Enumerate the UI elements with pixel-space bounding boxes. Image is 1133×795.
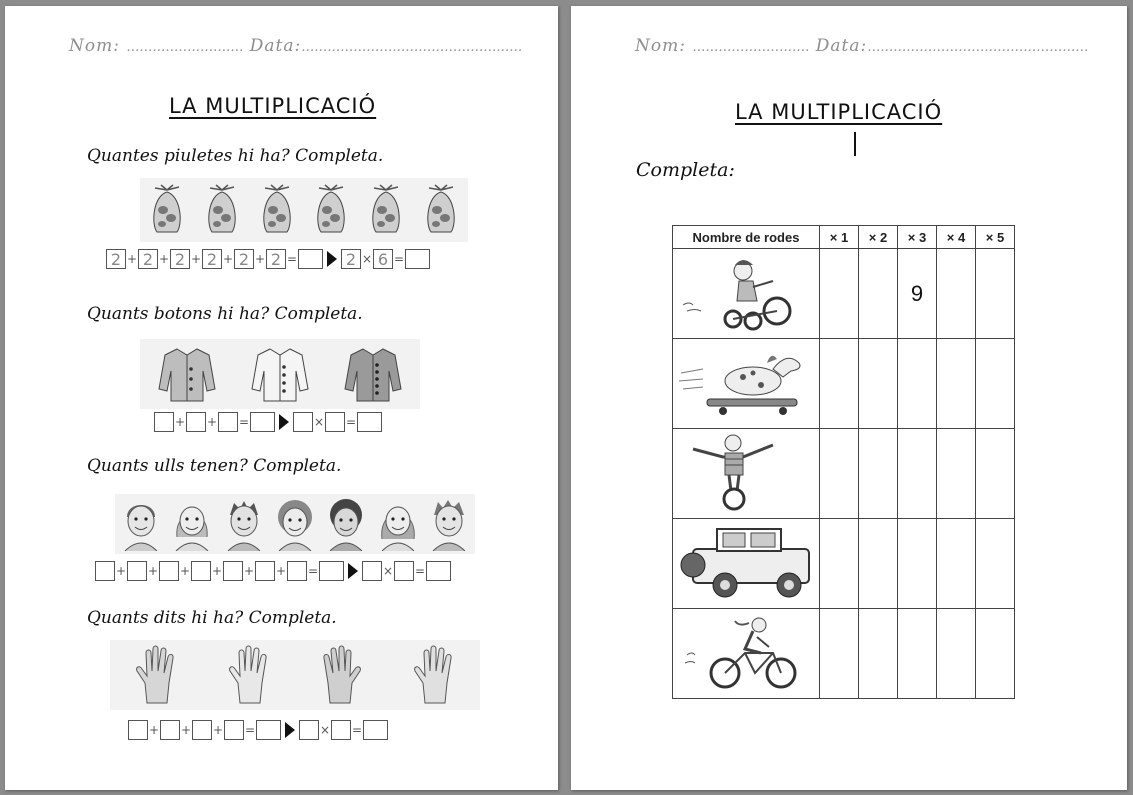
addend-box[interactable] [287, 561, 307, 581]
table-cell[interactable] [937, 249, 976, 339]
face-icon [275, 497, 315, 551]
plus-sign: + [275, 564, 287, 578]
bag-icon [147, 184, 187, 236]
equals-sign: = [393, 252, 405, 266]
times-sign: × [361, 252, 373, 266]
table-cell[interactable] [976, 609, 1015, 699]
factor-b-box[interactable] [331, 720, 351, 740]
times-sign: × [382, 564, 394, 578]
hand-icon [411, 645, 457, 705]
table-cell[interactable] [937, 519, 976, 609]
question-4-text: Quants dits hi ha? Completa. [87, 608, 337, 628]
table-cell[interactable] [820, 609, 859, 699]
factor-a-box[interactable]: 2 [341, 249, 361, 269]
plus-sign: + [115, 564, 127, 578]
plus-sign: + [158, 252, 170, 266]
table-row [673, 339, 1015, 429]
table-cell[interactable] [820, 249, 859, 339]
face-icon [121, 497, 161, 551]
jacket-icon [250, 345, 310, 403]
factor-b-box[interactable]: 6 [373, 249, 393, 269]
addend-box[interactable] [186, 412, 206, 432]
plus-sign: + [212, 723, 224, 737]
equals-sign: = [286, 252, 298, 266]
arrow-right-icon [279, 414, 289, 430]
addend-box[interactable] [127, 561, 147, 581]
question-1-text: Quantes piuletes hi ha? Completa. [87, 146, 384, 166]
product-box[interactable] [363, 720, 388, 740]
addend-box[interactable]: 2 [106, 249, 126, 269]
table-cell[interactable] [820, 339, 859, 429]
equals-sign: = [351, 723, 363, 737]
addend-box[interactable] [159, 561, 179, 581]
question-2-text: Quants botons hi ha? Completa. [87, 304, 363, 324]
table-cell[interactable] [976, 519, 1015, 609]
column-header-x2: × 2 [859, 226, 898, 249]
plus-sign: + [254, 252, 266, 266]
skateboard-icon [673, 339, 819, 423]
jacket-icon [157, 345, 217, 403]
face-icon [172, 497, 212, 551]
face-icon [378, 497, 418, 551]
row-picture-cell [673, 609, 820, 699]
bag-icon [421, 184, 461, 236]
question-2-equation [154, 410, 382, 434]
table-cell[interactable] [859, 519, 898, 609]
worksheet-page-2 [571, 6, 1127, 790]
sum-box[interactable] [319, 561, 344, 581]
addend-box[interactable] [224, 720, 244, 740]
page-title: LA MULTIPLICACIÓ [169, 94, 377, 118]
column-header-x5: × 5 [976, 226, 1015, 249]
plus-sign: + [206, 415, 218, 429]
jeep-icon [673, 519, 819, 603]
plus-sign: + [179, 564, 191, 578]
table-cell[interactable] [859, 609, 898, 699]
arrow-right-icon [327, 251, 337, 267]
equals-sign: = [238, 415, 250, 429]
data-label: Data: [815, 36, 868, 56]
table-cell[interactable] [859, 339, 898, 429]
column-header-wheels: Nombre de rodes [673, 226, 820, 249]
addend-box[interactable]: 2 [266, 249, 286, 269]
addend-box[interactable] [128, 720, 148, 740]
times-sign: × [313, 415, 325, 429]
row-picture-cell [673, 249, 820, 339]
column-header-x3: × 3 [898, 226, 937, 249]
factor-a-box[interactable] [293, 412, 313, 432]
factor-a-box[interactable] [299, 720, 319, 740]
arrow-right-icon [348, 563, 358, 579]
question-1-equation [106, 247, 430, 271]
product-box[interactable] [405, 249, 430, 269]
addend-box[interactable] [154, 412, 174, 432]
question-3-equation [95, 559, 451, 583]
question-2-pictures [140, 339, 420, 409]
jacket-icon [343, 345, 403, 403]
column-header-x4: × 4 [937, 226, 976, 249]
arrow-right-icon [285, 722, 295, 738]
plus-sign: + [180, 723, 192, 737]
plus-sign: + [148, 723, 160, 737]
sum-box[interactable] [250, 412, 275, 432]
addend-box[interactable] [192, 720, 212, 740]
nom-label: Nom: [69, 36, 120, 56]
addend-box[interactable]: 2 [234, 249, 254, 269]
equals-sign: = [307, 564, 319, 578]
plus-sign: + [174, 415, 186, 429]
plus-sign: + [243, 564, 255, 578]
hand-icon [133, 645, 179, 705]
addend-box[interactable] [95, 561, 115, 581]
bag-icon [257, 184, 297, 236]
table-row [673, 249, 1015, 339]
addend-box[interactable] [223, 561, 243, 581]
table-cell[interactable] [820, 519, 859, 609]
table-cell[interactable] [898, 609, 937, 699]
plus-sign: + [211, 564, 223, 578]
factor-a-box[interactable] [362, 561, 382, 581]
product-box[interactable] [426, 561, 451, 581]
equals-sign: = [244, 723, 256, 737]
table-cell[interactable] [820, 429, 859, 519]
nom-field[interactable]: ……………………… [126, 40, 244, 55]
worksheet-page-1 [5, 6, 558, 790]
row-picture-cell [673, 429, 820, 519]
header-line [69, 36, 522, 56]
table-row [673, 429, 1015, 519]
text-cursor [854, 132, 856, 156]
addend-box[interactable] [218, 412, 238, 432]
wheels-table [672, 225, 1015, 699]
addend-box[interactable] [160, 720, 180, 740]
table-header-row [673, 226, 1015, 249]
row-picture-cell [673, 339, 820, 429]
table-cell[interactable] [859, 429, 898, 519]
question-4-equation [128, 718, 388, 742]
table-row [673, 609, 1015, 699]
table-cell[interactable] [976, 249, 1015, 339]
bag-icon [311, 184, 351, 236]
bicycle-icon [673, 609, 819, 693]
header-line [635, 36, 1088, 56]
question-3-pictures [115, 494, 475, 554]
row-picture-cell [673, 519, 820, 609]
data-field[interactable]: …………………………………………… [301, 40, 523, 55]
sum-box[interactable] [256, 720, 281, 740]
nom-label: Nom: [635, 36, 686, 56]
nom-field[interactable]: ……………………… [692, 40, 810, 55]
times-sign: × [319, 723, 331, 737]
table-row [673, 519, 1015, 609]
table-cell[interactable] [859, 249, 898, 339]
plus-sign: + [126, 252, 138, 266]
addend-box[interactable]: 2 [170, 249, 190, 269]
plus-sign: + [222, 252, 234, 266]
addend-box[interactable]: 2 [202, 249, 222, 269]
factor-b-box[interactable] [325, 412, 345, 432]
question-3-text: Quants ulls tenen? Completa. [87, 456, 342, 476]
tricycle-icon [673, 249, 819, 333]
table-cell[interactable] [898, 429, 937, 519]
face-icon [429, 497, 469, 551]
sum-box[interactable] [298, 249, 323, 269]
face-icon [326, 497, 366, 551]
table-cell[interactable] [898, 339, 937, 429]
plus-sign: + [190, 252, 202, 266]
product-box[interactable] [357, 412, 382, 432]
page-title: LA MULTIPLICACIÓ [735, 100, 943, 124]
equals-sign: = [414, 564, 426, 578]
table-cell[interactable] [898, 519, 937, 609]
hand-icon [226, 645, 272, 705]
factor-b-box[interactable] [394, 561, 414, 581]
face-icon [224, 497, 264, 551]
question-1-pictures [140, 178, 468, 242]
data-field[interactable]: …………………………………………… [867, 40, 1089, 55]
instruction-text: Completa: [636, 159, 735, 181]
table-cell[interactable] [976, 429, 1015, 519]
table-cell[interactable] [937, 429, 976, 519]
addend-box[interactable] [255, 561, 275, 581]
addend-box[interactable] [191, 561, 211, 581]
bag-icon [366, 184, 406, 236]
addend-box[interactable]: 2 [138, 249, 158, 269]
bag-icon [202, 184, 242, 236]
column-header-x1: × 1 [820, 226, 859, 249]
table-cell[interactable] [976, 339, 1015, 429]
table-cell[interactable] [937, 609, 976, 699]
hand-icon [318, 645, 364, 705]
question-4-pictures [110, 640, 480, 710]
unicycle-icon [673, 429, 819, 513]
table-cell[interactable] [937, 339, 976, 429]
table-cell[interactable]: 9 [898, 249, 937, 339]
plus-sign: + [147, 564, 159, 578]
data-label: Data: [249, 36, 302, 56]
equals-sign: = [345, 415, 357, 429]
